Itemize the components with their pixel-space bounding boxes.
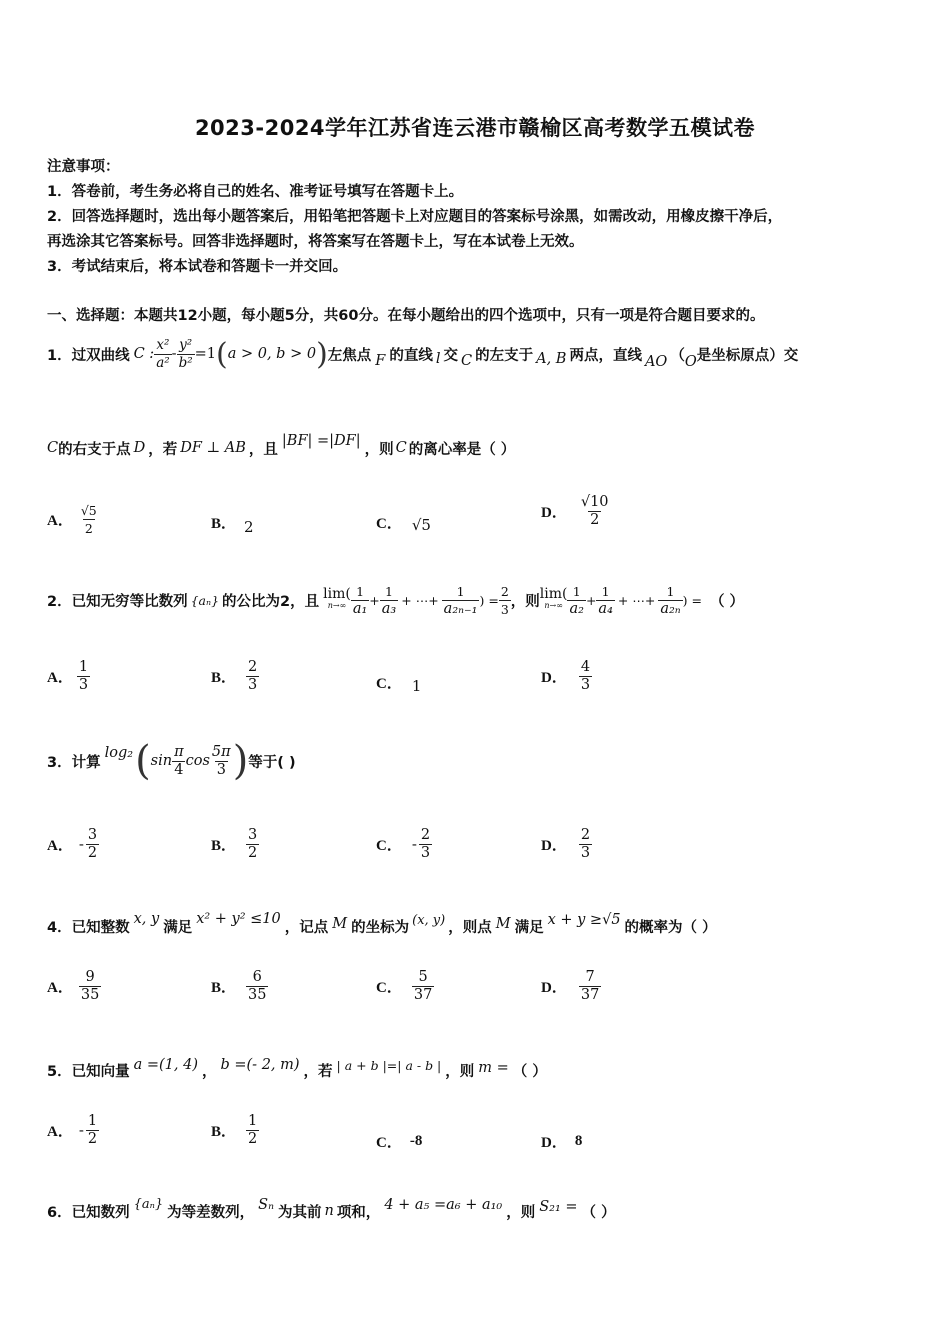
text: 的公比为2，且 (222, 593, 320, 610)
text: 等于( ) (248, 754, 296, 771)
text: ，则 (510, 593, 540, 610)
question-4-stem (47, 908, 717, 944)
text: 交 (443, 347, 458, 364)
option-label: D． (541, 504, 567, 521)
option-label: B． (211, 837, 237, 854)
option-label: A． (47, 1123, 73, 1140)
text: 为等差数列， (167, 1204, 255, 1221)
text: 的坐标为 (351, 919, 410, 936)
text: （ ） (512, 1063, 547, 1080)
option-a[interactable] (47, 495, 99, 543)
math-expr: m = (478, 1060, 509, 1076)
option-value: 8 (574, 1132, 583, 1149)
fraction: $\frac{6}{35}$ (248, 968, 267, 1003)
math-expr: |BF| =|DF| (281, 433, 361, 449)
math-expr: x + y ≥√5 (547, 912, 621, 928)
section-heading: 一、选择题：本题共12小题，每小题5分，共60分。在每小题给出的四个选项中，只有一项是符合题目要求的。 (47, 308, 765, 324)
option-a[interactable]: A． - $\frac{1}{2}$ (47, 1112, 98, 1147)
option-d[interactable] (541, 820, 592, 868)
fraction: $\frac{\pi}{4}$ (174, 743, 184, 778)
fraction: $\frac{√10}{2}$ (580, 493, 609, 528)
question-2-stem: 2．已知无穷等比数列 {aₙ} 的公比为2，且 lim( n→∞ $\frac{1}{\text{a₁}}$ + $\frac{1}{\text{a₃}}$ + ⋯+ $\frac{1}{\text{a₂ₙ₋₁}}$ ) = $\frac{2}{3}$ ，则 lim( n→∞ $\frac{1}{\text{a₂}}$ + $\frac{1}{\text{a₄}}$ + ⋯+ $\frac{1}{\text{a₂ₙ}}$ ) = （ ） (47, 583, 745, 617)
option-d[interactable] (541, 1130, 582, 1152)
fraction: $\frac{2}{3}$ (500, 583, 509, 617)
math-expr: AO (644, 354, 668, 370)
option-b[interactable] (211, 652, 259, 700)
fraction: $\frac{1}{\text{a₃}}$ (381, 583, 397, 617)
option-label: C． (376, 1134, 402, 1151)
fraction: $\frac{\text{y²}}{\text{b²}}$ (178, 336, 193, 371)
fraction: $\frac{1}{2}$ (248, 1112, 258, 1147)
math-expr: a > 0, b > 0 (227, 346, 317, 362)
math-expr: x, y (133, 911, 160, 927)
option-label: D． (541, 669, 567, 686)
limit: lim( n→∞ (323, 586, 351, 610)
option-value: -8 (409, 1132, 423, 1149)
text: 满足 (163, 919, 193, 936)
text: 的直线 (389, 347, 433, 364)
question-5-stem (47, 1052, 547, 1088)
question-number: 4．已知整数 (47, 919, 130, 936)
text: 的概率为（ ） (624, 919, 717, 936)
option-label: D． (541, 1134, 567, 1151)
option-c[interactable]: C． - $\frac{2}{3}$ (376, 826, 431, 861)
notice-item: 3．考试结束后，将本试卷和答题卡一并交回。 (47, 259, 348, 275)
math-expr: sin (150, 753, 173, 769)
math-expr: M (332, 916, 348, 932)
math-expr: {aₙ} (190, 592, 220, 608)
question-1-stem-cont (47, 428, 515, 468)
option-c[interactable] (376, 962, 434, 1010)
math-expr: =1 (194, 346, 216, 362)
text: 是坐标原点）交 (696, 347, 799, 364)
option-label: D． (541, 837, 567, 854)
option-a[interactable] (47, 962, 101, 1010)
text: ，则 (445, 1063, 475, 1080)
option-b[interactable] (211, 507, 254, 537)
fraction: $\frac{1}{\text{a₁}}$ (352, 583, 368, 617)
limit: lim( n→∞ (539, 586, 568, 610)
option-a[interactable] (47, 652, 90, 700)
text: （ ） (709, 593, 745, 610)
option-label: B． (211, 669, 237, 686)
math-expr: O (684, 354, 697, 370)
option-label: A． (47, 837, 73, 854)
option-d[interactable] (541, 487, 611, 535)
text: 项和， (336, 1204, 381, 1221)
option-label: C． (376, 979, 402, 996)
text: ，则 (506, 1204, 536, 1221)
math-expr: A, B (536, 351, 567, 367)
math-expr: cos (185, 753, 210, 769)
text: 为其前 (277, 1204, 322, 1221)
fraction: $\frac{\text{x²}}{\text{a²}}$ (156, 336, 170, 371)
math-expr: Sₙ (258, 1197, 274, 1213)
option-b[interactable] (211, 1106, 259, 1154)
math-expr: C (395, 440, 407, 456)
math-expr: 4 + a₅ =a₆ + a₁₀ (384, 1197, 503, 1213)
math-expr: F (375, 353, 386, 369)
text: ，则点 (448, 919, 492, 936)
math-expr: C (460, 353, 473, 369)
fraction: $\frac{5}{37}$ (413, 968, 433, 1003)
fraction: $\frac{5\pi}{3}$ (211, 743, 231, 778)
option-d[interactable] (541, 962, 601, 1010)
math-expr: n (324, 1203, 334, 1219)
fraction: $\frac{1}{\text{a₄}}$ (598, 583, 613, 617)
math-expr: {aₙ} (133, 1196, 164, 1212)
fraction: $\frac{3}{2}$ (248, 826, 258, 861)
option-label: D． (541, 979, 567, 996)
math-expr: - (171, 346, 177, 362)
option-label: C． (376, 675, 402, 692)
fraction: $\frac{1}{\text{a₂ₙ₋₁}}$ (443, 583, 478, 617)
math-expr: | a + b |=| a - b | (336, 1057, 442, 1073)
fraction: $\frac{1}{\text{a₂}}$ (569, 583, 584, 617)
option-value: 1 (411, 677, 422, 695)
option-b[interactable] (211, 820, 259, 868)
text: ，且 (248, 441, 278, 458)
math-expr: S₂₁ = (539, 1199, 578, 1215)
math-expr: a =(1, 4) (133, 1057, 198, 1073)
math-expr: x² + y² ≤10 (196, 911, 281, 927)
text: ，若 (303, 1063, 333, 1080)
text: ，记点 (284, 919, 329, 936)
question-number: 5．已知向量 (47, 1063, 130, 1080)
text: 两点，直线 (569, 347, 642, 364)
text: ，若 (148, 441, 178, 458)
fraction: $\frac{1}{3}$ (78, 658, 89, 693)
notice-item: 2．回答选择题时，选出每小题答案后，用铅笔把答题卡上对应题目的答案标号涂黑，如需改动，用橡皮擦干净后， (47, 209, 783, 225)
question-number: 6．已知数列 (47, 1204, 130, 1221)
text: 的左支于 (475, 347, 534, 364)
question-3-stem: 3．计算 log₂ ( sin $\frac{\pi}{4}$ cos $\frac{5\pi}{3}$ ) 等于( ) (47, 738, 296, 784)
fraction: $\frac{√5}{2}$ (80, 502, 97, 536)
math-expr: b =(- 2, m) (220, 1057, 300, 1073)
text: ， (201, 1063, 217, 1080)
math-expr: l (435, 351, 441, 367)
text: 左焦点 (327, 347, 372, 364)
question-1-stem: 1．过双曲线 C : $\frac{\text{x²}}{\text{a²}}$ - $\frac{\text{y²}}{\text{b²}}$ =1 ( a > 0, b > 0 ) 左焦点 F 的直线 l 交 C 的左支于 A, B 两点，直线 AO （ O 是坐标原点）交 (47, 336, 799, 372)
option-label: B． (211, 1123, 237, 1140)
math-expr: D (133, 440, 146, 456)
option-c[interactable] (376, 507, 431, 537)
option-value: √5 (411, 516, 431, 534)
text: 的右支于点 (58, 441, 131, 458)
text: （ ） (581, 1204, 616, 1221)
math-expr: log₂ (104, 745, 134, 761)
option-label: A． (47, 979, 73, 996)
option-label: B． (211, 979, 237, 996)
question-number: 3．计算 (47, 754, 101, 771)
option-c[interactable] (376, 667, 421, 697)
text: （ (670, 347, 685, 364)
option-label: A． (47, 512, 73, 529)
fraction: $\frac{9}{35}$ (80, 968, 100, 1003)
question-number: 1．过双曲线 (47, 347, 130, 364)
fraction: $\frac{1}{2}$ (87, 1112, 98, 1147)
text: ，则 (364, 441, 394, 458)
fraction: $\frac{1}{\text{a₂ₙ}}$ (660, 583, 681, 617)
fraction: $\frac{4}{3}$ (580, 658, 591, 693)
fraction: $\frac{7}{37}$ (580, 968, 600, 1003)
text: 的离心率是（ ） (408, 441, 516, 458)
fraction: $\frac{2}{3}$ (580, 826, 591, 861)
question-6-stem (47, 1192, 616, 1230)
page-title: 2023-2024学年江苏省连云港市赣榆区高考数学五模试卷 (194, 116, 756, 140)
option-label: A． (47, 669, 73, 686)
question-number: 2．已知无穷等比数列 (47, 593, 188, 610)
fraction: $\frac{3}{2}$ (87, 826, 98, 861)
option-label: C． (376, 515, 402, 532)
option-b[interactable] (211, 962, 268, 1010)
option-label: C． (376, 837, 402, 854)
fraction: $\frac{2}{3}$ (420, 826, 431, 861)
option-a[interactable]: A． - $\frac{3}{2}$ (47, 826, 98, 861)
option-label: B． (211, 515, 237, 532)
notice-item: 1．答卷前，考生务必将自己的姓名、准考证号填写在答题卡上。 (47, 184, 464, 200)
math-expr: M (495, 916, 511, 932)
math-expr: DF ⊥ AB (180, 440, 246, 456)
fraction: $\frac{2}{3}$ (248, 658, 258, 693)
notice-heading: 注意事项： (47, 159, 120, 175)
text: 满足 (514, 919, 544, 936)
math-expr: C (47, 440, 59, 456)
option-c[interactable] (376, 1130, 422, 1152)
option-value: 2 (244, 518, 254, 536)
math-expr: (x, y) (412, 912, 446, 928)
notice-item: 再选涂其它答案标号。回答非选择题时，将答案写在答题卡上，写在本试卷上无效。 (47, 234, 584, 250)
option-d[interactable] (541, 652, 592, 700)
math-expr: C : (133, 346, 155, 362)
